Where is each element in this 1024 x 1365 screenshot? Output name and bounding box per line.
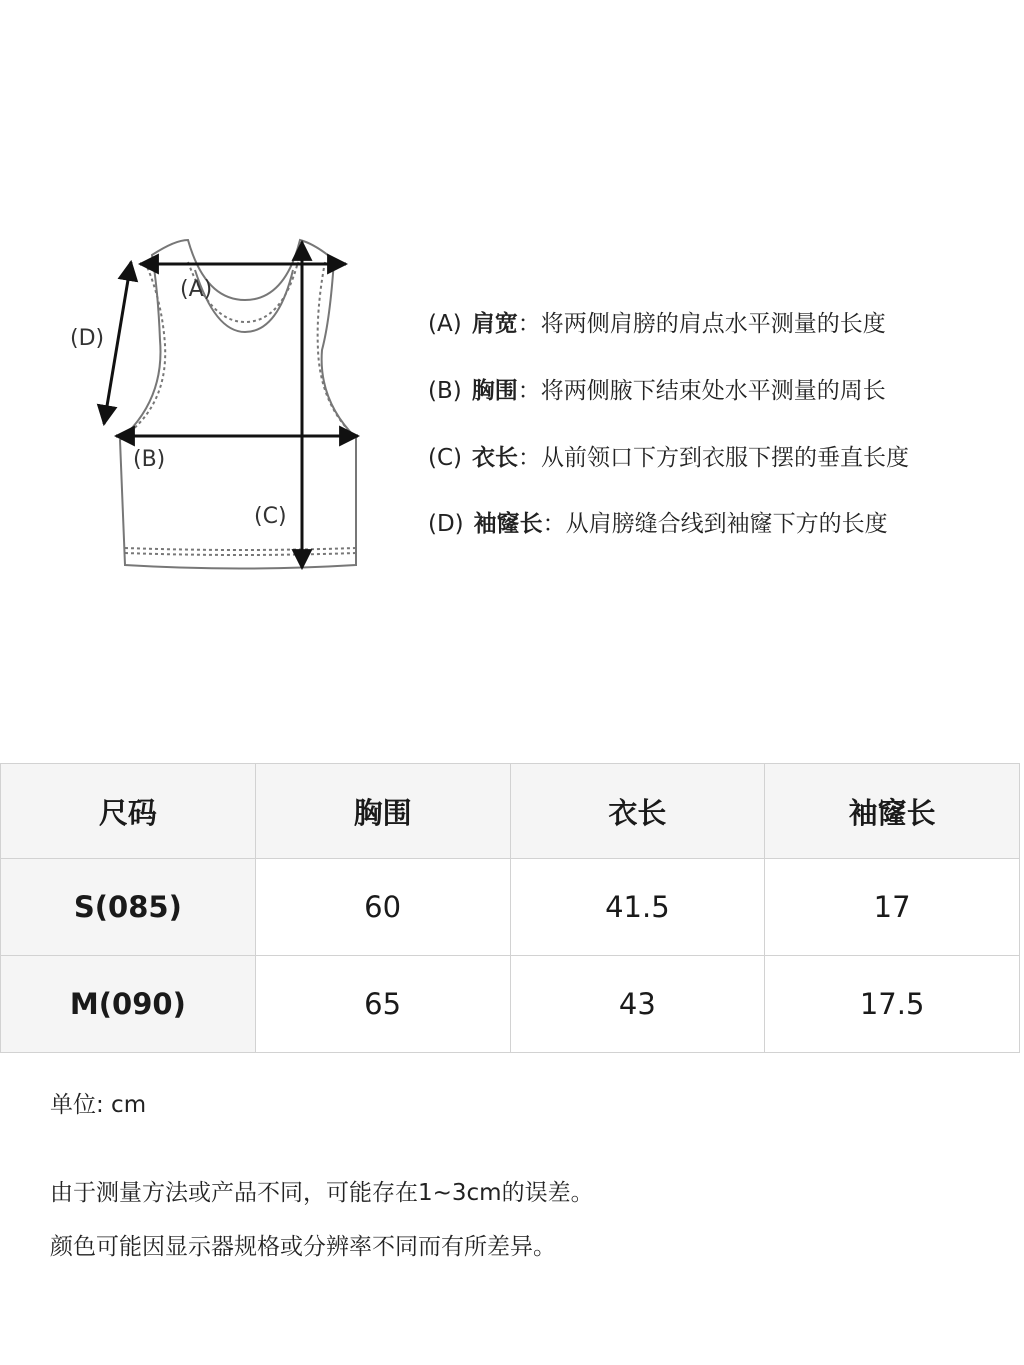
chest-cell: 60 [255, 859, 510, 956]
arrow-d [104, 262, 131, 424]
size-table [0, 763, 1020, 1053]
label-a: (A) [180, 277, 213, 302]
size-cell: S(085) [1, 859, 256, 956]
color-note: 颜色可能因显示器规格或分辨率不同而有所差异。 [50, 1234, 556, 1260]
legend-row-c: (C) 衣长：从前领口下方到衣服下摆的垂直长度 [428, 445, 910, 471]
table-row [1, 859, 1020, 956]
label-d: (D) [70, 326, 105, 351]
length-cell: 41.5 [510, 859, 765, 956]
header-size: 尺码 [1, 764, 256, 859]
header-armhole: 袖窿长 [765, 764, 1020, 859]
header-length: 衣长 [510, 764, 765, 859]
header-chest: 胸围 [255, 764, 510, 859]
table-header-row [1, 764, 1020, 859]
legend-row-d: (D) 袖窿长：从肩膀缝合线到袖窿下方的长度 [428, 511, 888, 537]
label-b: (B) [133, 447, 166, 472]
length-cell: 43 [510, 956, 765, 1053]
size-cell: M(090) [1, 956, 256, 1053]
legend-row-b: (B) 胸围：将两侧腋下结束处水平测量的周长 [428, 378, 886, 404]
legend-row-a: (A) 肩宽：将两侧肩膀的肩点水平测量的长度 [428, 311, 886, 337]
measure-arrows [104, 242, 358, 568]
error-note: 由于测量方法或产品不同，可能存在1~3cm的误差。 [50, 1180, 594, 1206]
table-row [1, 956, 1020, 1053]
armhole-cell: 17.5 [765, 956, 1020, 1053]
chest-cell: 65 [255, 956, 510, 1053]
tank-top-outline-icon [120, 240, 356, 569]
unit-note: 单位: cm [50, 1092, 147, 1118]
armhole-cell: 17 [765, 859, 1020, 956]
label-c: (C) [254, 504, 287, 529]
